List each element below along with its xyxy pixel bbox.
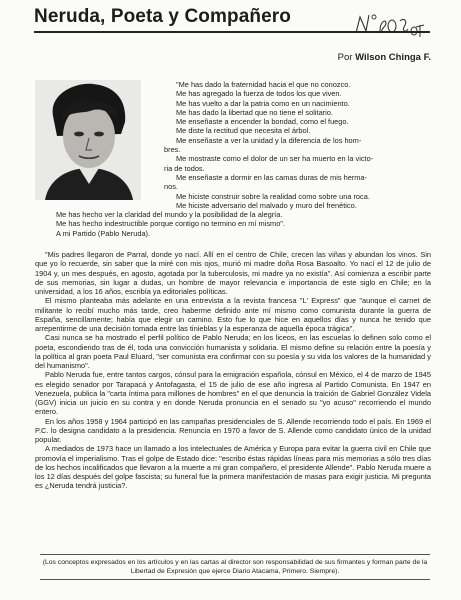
- poem-line: Me mostraste como el dolor de un ser ha muerto en la victo-: [176, 154, 374, 164]
- poem-line: bres.: [164, 145, 181, 155]
- body-paragraph: El mismo planteaba más adelante en una entrevista a la revista francesa "L' Express" que "aunque el carnet de militante lo recibí mucho más tarde, creo haberme definido ante mí mismo como comunista durante la guerra de España, sencillamente; había que elegir un camino. Esto fue lo que hice en aquellos días y nunca he tenido que arrepentirme de una decisión tomada entre las tinieblas y la esperanza de aquella época trágica".: [35, 296, 431, 333]
- body-paragraph: Casi nunca se ha mostrado el perfil político de Pablo Neruda; en los liceos, en las escuelas lo definen solo como el poeta, escondiendo tras de él, toda una convicción humanista y solidaria. El mismo define su relación entre la poesía y la política al gran poeta Paul Eluard, "ser comunista era confirmar con su poesía y su vida los valores de la humanidad y del humanismo".: [35, 333, 431, 370]
- poem-line: Me has vuelto a dar la patria como en un nacimiento.: [176, 98, 350, 108]
- article-title: Neruda, Poeta y Compañero: [34, 6, 291, 27]
- handwritten-archive-note: [352, 7, 432, 41]
- poem-line: Me has hecho indestructible porque contigo no termino en mí mismo".: [56, 219, 285, 229]
- poem-line: Me hiciste adversario del malvado y muro del frenético.: [176, 200, 357, 210]
- footer-divider-bottom: [40, 579, 430, 580]
- byline-prefix: Por: [337, 52, 353, 63]
- poem-line: "Me has dado la fraternidad hacia el que no conozco.: [176, 80, 351, 89]
- body-paragraph: A mediados de 1973 hace un llamado a los intelectuales de América y Europa para evitar la guerra civil en Chile que promovía el imperialismo. Tras el golpe de Estado dice: "escribo éstas rápidas líneas para mis memorias a sólo tres días de los hechos incalificados que llevaron a la muerte a mi gran compañero, el presidente Allende". Pablo Neruda muere a los 12 días después del golpe fascista; su funeral fue la primera manifestación de masas para exigir justicia. Mi pregunta es ¿Neruda tendrá justicia?.: [35, 444, 431, 491]
- poem-line: Me enseñaste a encender la bondad, como el fuego.: [176, 117, 349, 127]
- poem-line: Me has dado la libertad que no tiene el solitario.: [176, 107, 333, 117]
- poem-line: Me has hecho ver la claridad del mundo y la posibilidad de la alegría.: [56, 210, 283, 220]
- poem-line: nos.: [164, 182, 178, 192]
- poem-line: Me has agregado la fuerza de todos los que viven.: [176, 89, 342, 99]
- poem-epigraph: [50, 80, 440, 238]
- body-paragraph: En los años 1958 y 1964 participó en las campañas presidenciales de S. Allende recorriendo todo el país. En 1969 el P.C. lo designa candidato a la presidencia. Renuncia en 1970 a favor de S. Allende como candidato único de la unidad popular.: [35, 416, 431, 444]
- poem-line: Me hiciste construir sobre la realidad como sobre una roca.: [176, 191, 370, 201]
- title-underline: [34, 31, 430, 33]
- poem-attribution: A mi Partido (Pablo Neruda).: [56, 228, 151, 238]
- poem-line: ria de todos.: [164, 163, 205, 173]
- body-paragraph: Pablo Neruda fue, entre tantos cargos, cónsul para la emigración española, cónsul en México, el 4 de marzo de 1945 es elegido senador por Tarapacá y Antofagasta, el 15 de julio de ese año ingresa al Partido Comunista. En 1947 en Venezuela, publica la "carta íntima para millones de hombres" en el que denuncia la traición de Gabriel González Videla (GGV) inicia un juicio en su contra y en donde Neruda pronuncia en el senado su "yo acuso" recorriendo el mundo entero.: [35, 370, 431, 417]
- poem-line: Me enseñaste a ver la unidad y la diferencia de los hom-: [176, 135, 362, 145]
- body-paragraph: "Mis padres llegaron de Parral, donde yo nací. Allí en el centro de Chile, crecen las viñas y abundan los vinos. Sin que yo lo recuerde, sin saber que la miré con mis ojos, murió mi madre doña Rosa Basoalto. Yo nací el 12 de julio de 1904 y, un mes después, en agosto, agotada por la tuberculosis, mi madre ya no existía". Así comienza a escribir parte de sus memorias, sin lugar a dudas, un hombre de mayor relevancia e importancia de este siglo en Chile; en la universidad, a los 16 años, escribía ya editoriales políticas.: [35, 250, 431, 296]
- editorial-disclaimer: (Los conceptos expresados en los artículos y en las cartas al director son responsabilidad de sus firmantes y forman parte de la Libertad de Expresión que ejerce Diario Atacama, Primero. Siempre).: [42, 559, 428, 575]
- poem-line: Me diste la rectitud que necesita el árbol.: [176, 126, 311, 136]
- footer-divider: [40, 554, 430, 555]
- poem-line: Me enseñaste a dormir en las camas duras de mis herma-: [176, 172, 368, 182]
- byline: [338, 52, 431, 63]
- article-body: [35, 250, 431, 491]
- byline-author: Wilson Chinga F.: [355, 52, 431, 63]
